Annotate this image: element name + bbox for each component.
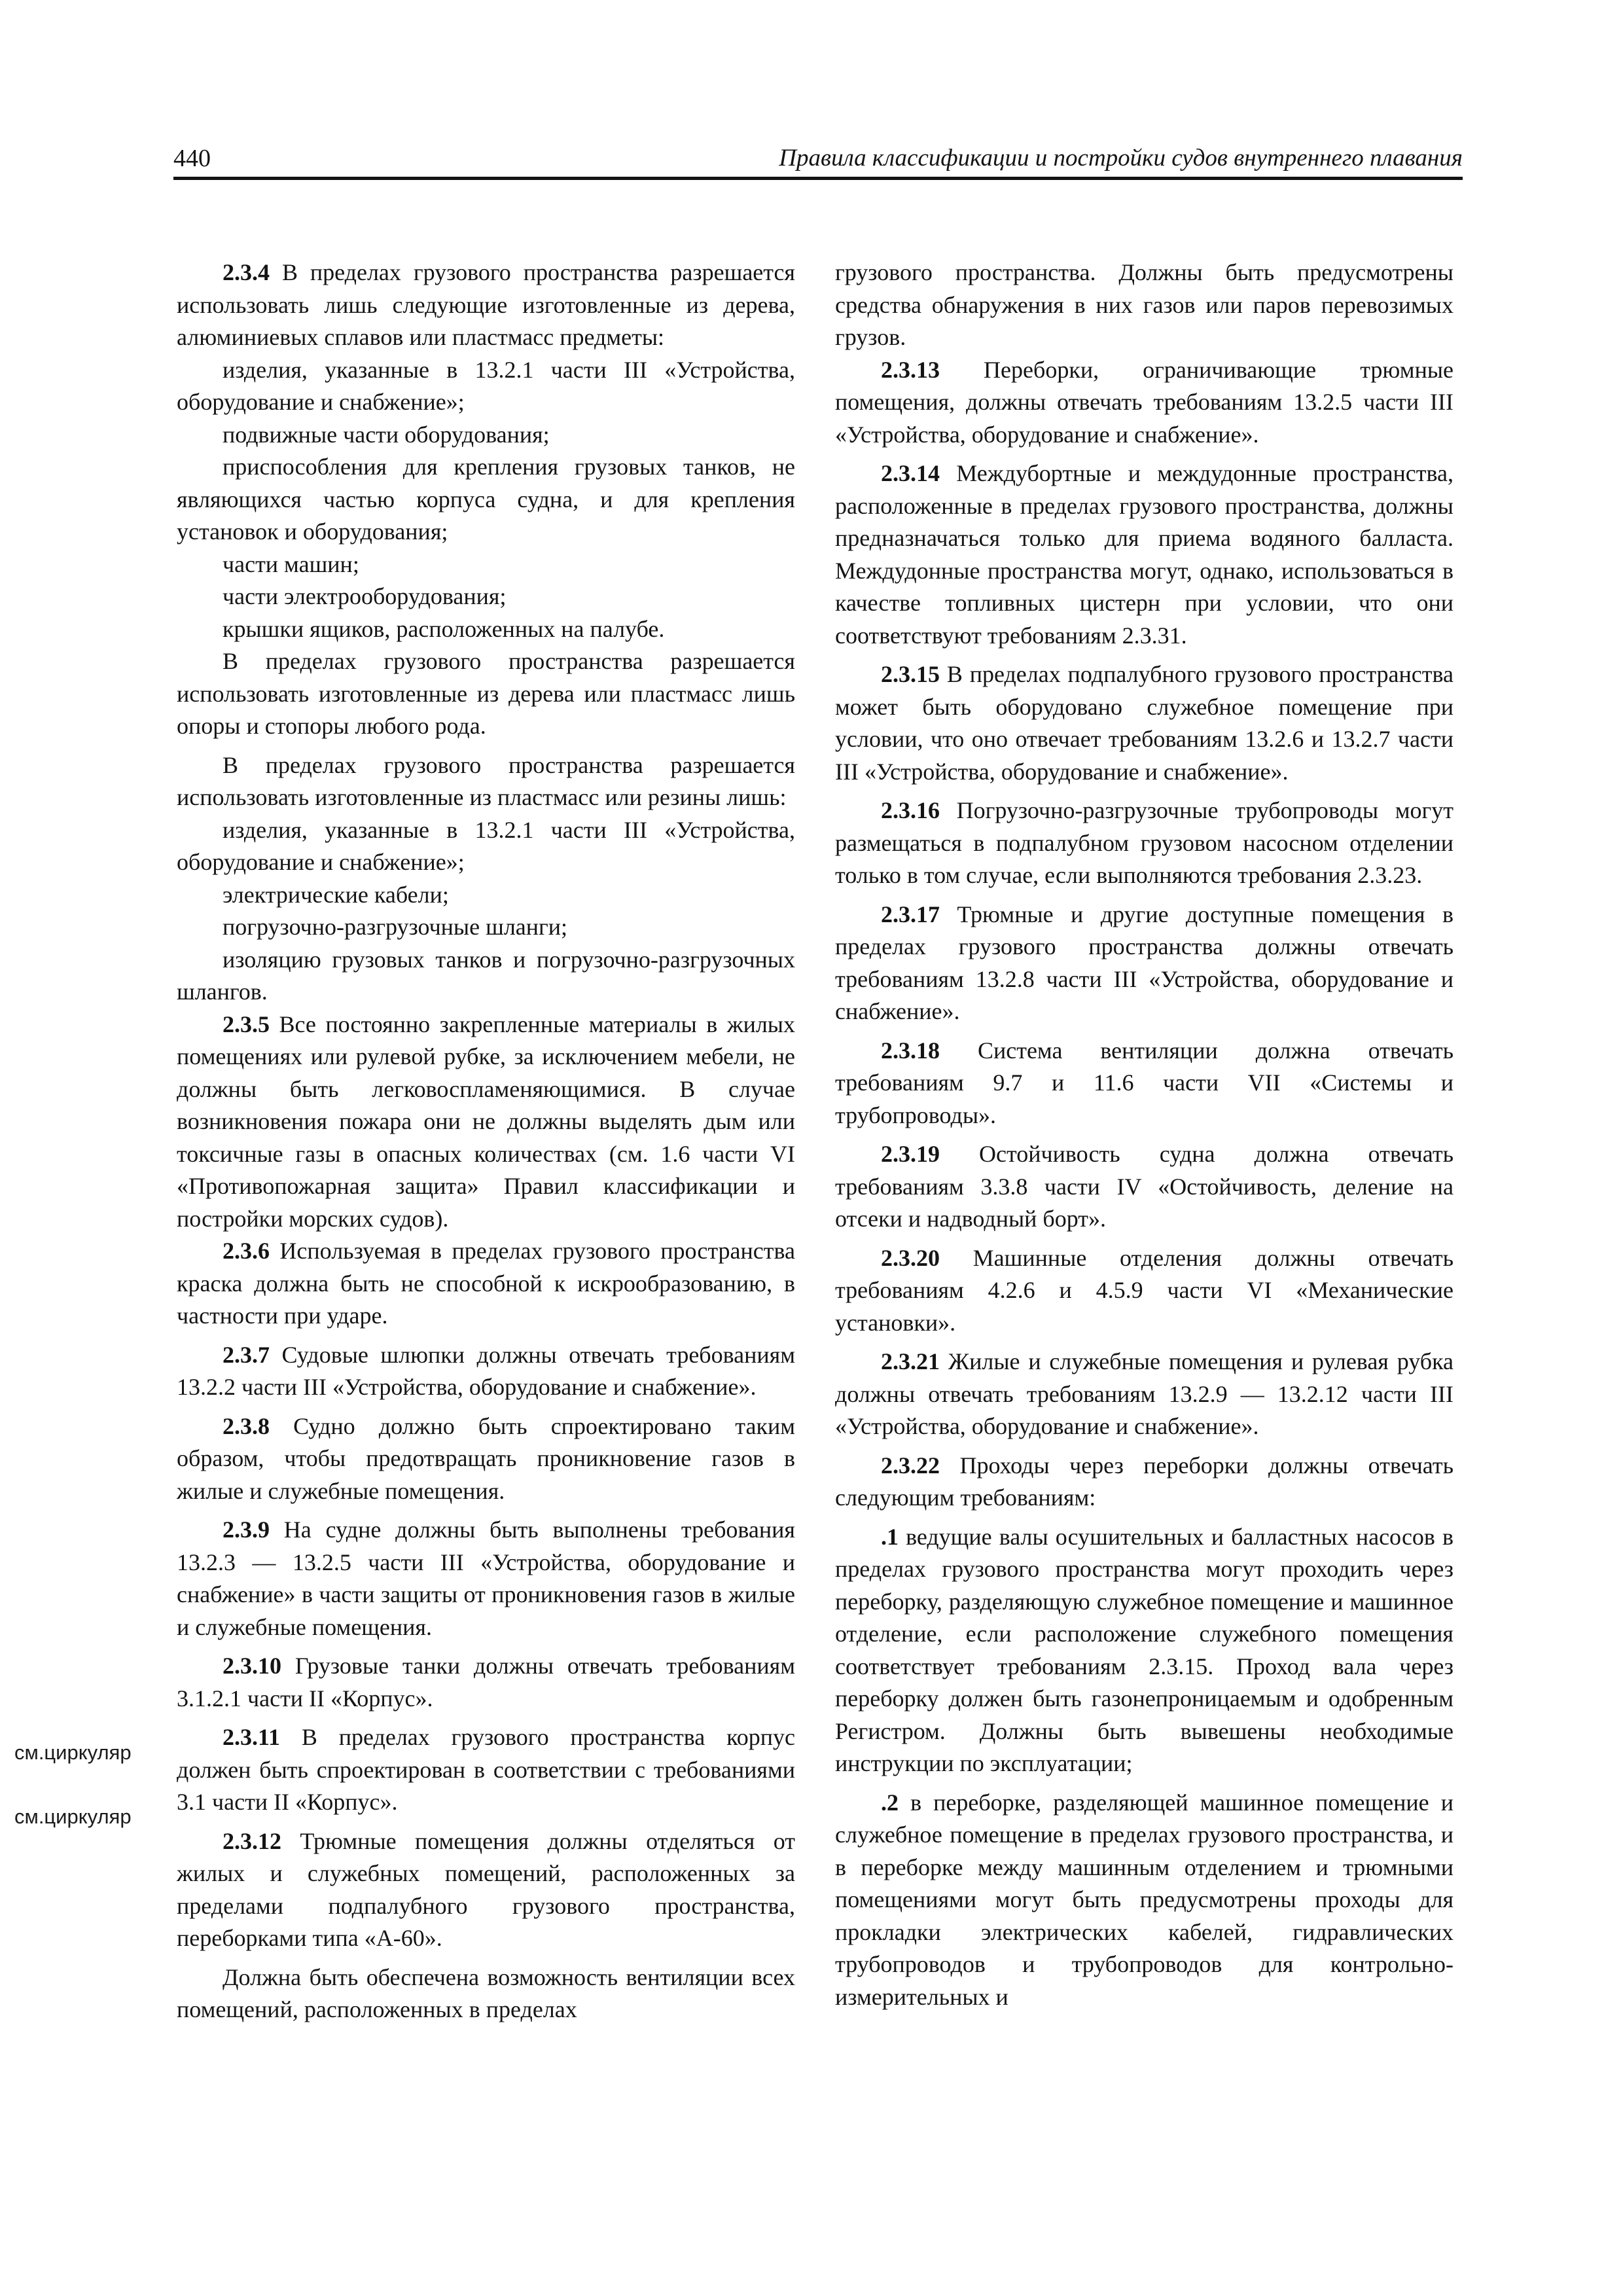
clause-number: 2.3.13 (881, 356, 940, 383)
clause-number: 2.3.19 (881, 1141, 940, 1167)
list-item: погрузочно-разгрузочные шланги; (223, 914, 568, 940)
list-item: изделия, указанные в 13.2.1 части III «Устройства, оборудование и снабжение»; (177, 356, 795, 415)
clause-number: 2.3.17 (881, 901, 940, 927)
page-number: 440 (173, 145, 211, 172)
paragraph-2-3-5: 2.3.5 Все постоянно закрепленные материалы в жилых помещениях или рулевой рубке, за исключением мебели, не должны быть легковоспламеняющимися. В случае возникновения пожара они не должны выделять дым или токсичные газы в опасных количествах (см. 1.6 части VI «Противопожарная защита» Правил классификации и постройки морских судов). (177, 1011, 795, 1232)
paragraph-2-3-22: 2.3.22 Проходы через переборки должны отвечать следующим требованиям: (835, 1452, 1454, 1511)
paragraph-2-3-14: 2.3.14 Междубортные и междудонные пространства, расположенные в пределах грузового пространства, должны предназначаться только для приема водяного балласта. Междудонные пространства могут, однако, использоваться в качестве топливных цистерн при условии, что они соответствуют требованиям 2.3.31. (835, 460, 1454, 649)
list-item: подвижные части оборудования; (223, 421, 550, 448)
list-item: крышки ящиков, расположенных на палубе. (223, 615, 665, 642)
page-header (173, 139, 1463, 178)
clause-number: 2.3.15 (881, 661, 940, 687)
clause-number: 2.3.16 (881, 797, 940, 823)
paragraph-2-3-8: 2.3.8 Судно должно быть спроектировано таким образом, чтобы предотвращать проникновение газов в жилые и служебные помещения. (177, 1412, 795, 1504)
list-item: электрические кабели; (223, 881, 449, 908)
sub-item-number: .1 (881, 1523, 899, 1550)
paragraph-2-3-17: 2.3.17 Трюмные и другие доступные помещения в пределах грузового пространства должны отвечать требованиям 13.2.8 части III «Устройства, оборудование и снабжение». (835, 901, 1454, 1024)
paragraph-2-3-16: 2.3.16 Погрузочно-разгрузочные трубопроводы могут размещаться в подпалубном грузовом насосном отделении только в том случае, если выполняются требования 2.3.23. (835, 797, 1454, 888)
clause-number: 2.3.6 (223, 1238, 270, 1264)
paragraph: Должна быть обеспечена возможность вентиляции всех помещений, расположенных в пределах (177, 1964, 795, 2022)
paragraph-2-3-21: 2.3.21 Жилые и служебные помещения и рулевая рубка должны отвечать требованиям 13.2.9 — 13.2.12 части III «Устройства, оборудование и снабжение». (835, 1348, 1454, 1439)
paragraph-2-3-6: 2.3.6 Используемая в пределах грузового пространства краска должна быть не способной к искрообразованию, в частности при ударе. (177, 1238, 795, 1329)
clause-number: 2.3.9 (223, 1516, 270, 1543)
sub-item-number: .2 (881, 1789, 899, 1816)
clause-number: 2.3.20 (881, 1244, 940, 1271)
clause-number: 2.3.22 (881, 1452, 940, 1479)
paragraph: В пределах грузового пространства разрешается использовать изготовленные из пластмасс или резины лишь: (177, 751, 795, 810)
clause-number: 2.3.7 (223, 1341, 270, 1368)
paragraph-2-3-15: 2.3.15 В пределах подпалубного грузового пространства может быть оборудовано служебное помещение при условии, что оно отвечает требованиям 13.2.6 и 13.2.7 части III «Устройства, оборудование и снабжение». (835, 661, 1454, 785)
list-item: изделия, указанные в 13.2.1 части III «Устройства, оборудование и снабжение»; (177, 816, 795, 875)
sub-item-1: .1 ведущие валы осушительных и балластных насосов в пределах грузового пространства могут проходить через переборку, разделяющую служебное помещение и машинное отделение, если расположение служебного помещения соответствует требованиям 2.3.15. Проход вала через переборку должен быть газонепроницаемым и одобренным Регистром. Должны быть вывешены необходимые инструкции по эксплуатации; (835, 1523, 1454, 1776)
paragraph: В пределах грузового пространства разрешается использовать изготовленные из дерева или пластмасс лишь опоры и стопоры любого рода. (177, 648, 795, 739)
sub-item-2: .2 в переборке, разделяющей машинное помещение и служебное помещение в пределах грузового пространства, и в переборке между машинным отделением и трюмными помещениями могут быть предусмотрены проходы для прокладки электрических кабелей, гидравлических трубопроводов и трубопроводов для контрольно-измерительных и (835, 1789, 1454, 2010)
clause-number: 2.3.12 (223, 1827, 281, 1854)
paragraph-continued: грузового пространства. Должны быть предусмотрены средства обнаружения в них газов или паров перевозимых грузов. (835, 259, 1454, 350)
clause-number: 2.3.14 (881, 460, 940, 486)
right-column (835, 257, 1454, 2013)
list-item: части машин; (223, 550, 359, 577)
clause-number: 2.3.18 (881, 1037, 940, 1064)
paragraph-2-3-7: 2.3.7 Судовые шлюпки должны отвечать требованиям 13.2.2 части III «Устройства, оборудование и снабжение». (177, 1341, 795, 1400)
paragraph-2-3-18: 2.3.18 Система вентиляции должна отвечать требованиям 9.7 и 11.6 части VII «Системы и трубопроводы». (835, 1037, 1454, 1128)
clause-number: 2.3.8 (223, 1412, 270, 1439)
margin-note-circular: см.циркуляр (14, 1805, 132, 1828)
list-item: части электрооборудования; (223, 583, 507, 609)
margin-note-circular: см.циркуляр (14, 1741, 132, 1764)
list-item: приспособления для крепления грузовых танков, не являющихся частью корпуса судна, и для крепления установок и оборудования; (177, 454, 795, 545)
left-column (177, 257, 795, 2026)
running-title: Правила классификации и постройки судов внутреннего плавания (779, 145, 1463, 171)
paragraph-2-3-13: 2.3.13 Переборки, ограничивающие трюмные помещения, должны отвечать требованиям 13.2.5 части III «Устройства, оборудование и снабжение». (835, 356, 1454, 448)
paragraph-2-3-19: 2.3.19 Остойчивость судна должна отвечать требованиям 3.3.8 части IV «Остойчивость, деление на отсеки и надводный борт». (835, 1141, 1454, 1232)
paragraph-2-3-20: 2.3.20 Машинные отделения должны отвечать требованиям 4.2.6 и 4.5.9 части VI «Механические установки». (835, 1244, 1454, 1336)
paragraph-2-3-4: 2.3.4 В пределах грузового пространства разрешается использовать лишь следующие изготовленные из дерева, алюминиевых сплавов или пластмасс предметы: (177, 259, 795, 350)
paragraph-2-3-9: 2.3.9 На судне должны быть выполнены требования 13.2.3 — 13.2.5 части III «Устройства, оборудование и снабжение» в части защиты от проникновения газов в жилые и служебные помещения. (177, 1516, 795, 1640)
paragraph-2-3-12: 2.3.12 Трюмные помещения должны отделяться от жилых и служебных помещений, расположенных за пределами подпалубного грузового пространства, переборками типа «А-60». (177, 1827, 795, 1951)
clause-number: 2.3.10 (223, 1653, 281, 1679)
paragraph-2-3-10: 2.3.10 Грузовые танки должны отвечать требованиям 3.1.2.1 части II «Корпус». (177, 1653, 795, 1712)
header-rule (173, 177, 1463, 180)
clause-number: 2.3.21 (881, 1348, 940, 1374)
list-item: изоляцию грузовых танков и погрузочно-разгрузочных шлангов. (177, 946, 795, 1005)
clause-number: 2.3.4 (223, 259, 270, 285)
clause-number: 2.3.5 (223, 1011, 270, 1037)
paragraph-2-3-11: 2.3.11 В пределах грузового пространства корпус должен быть спроектирован в соответствии с требованиями 3.1 части II «Корпус». (177, 1724, 795, 1815)
clause-number: 2.3.11 (223, 1724, 281, 1750)
